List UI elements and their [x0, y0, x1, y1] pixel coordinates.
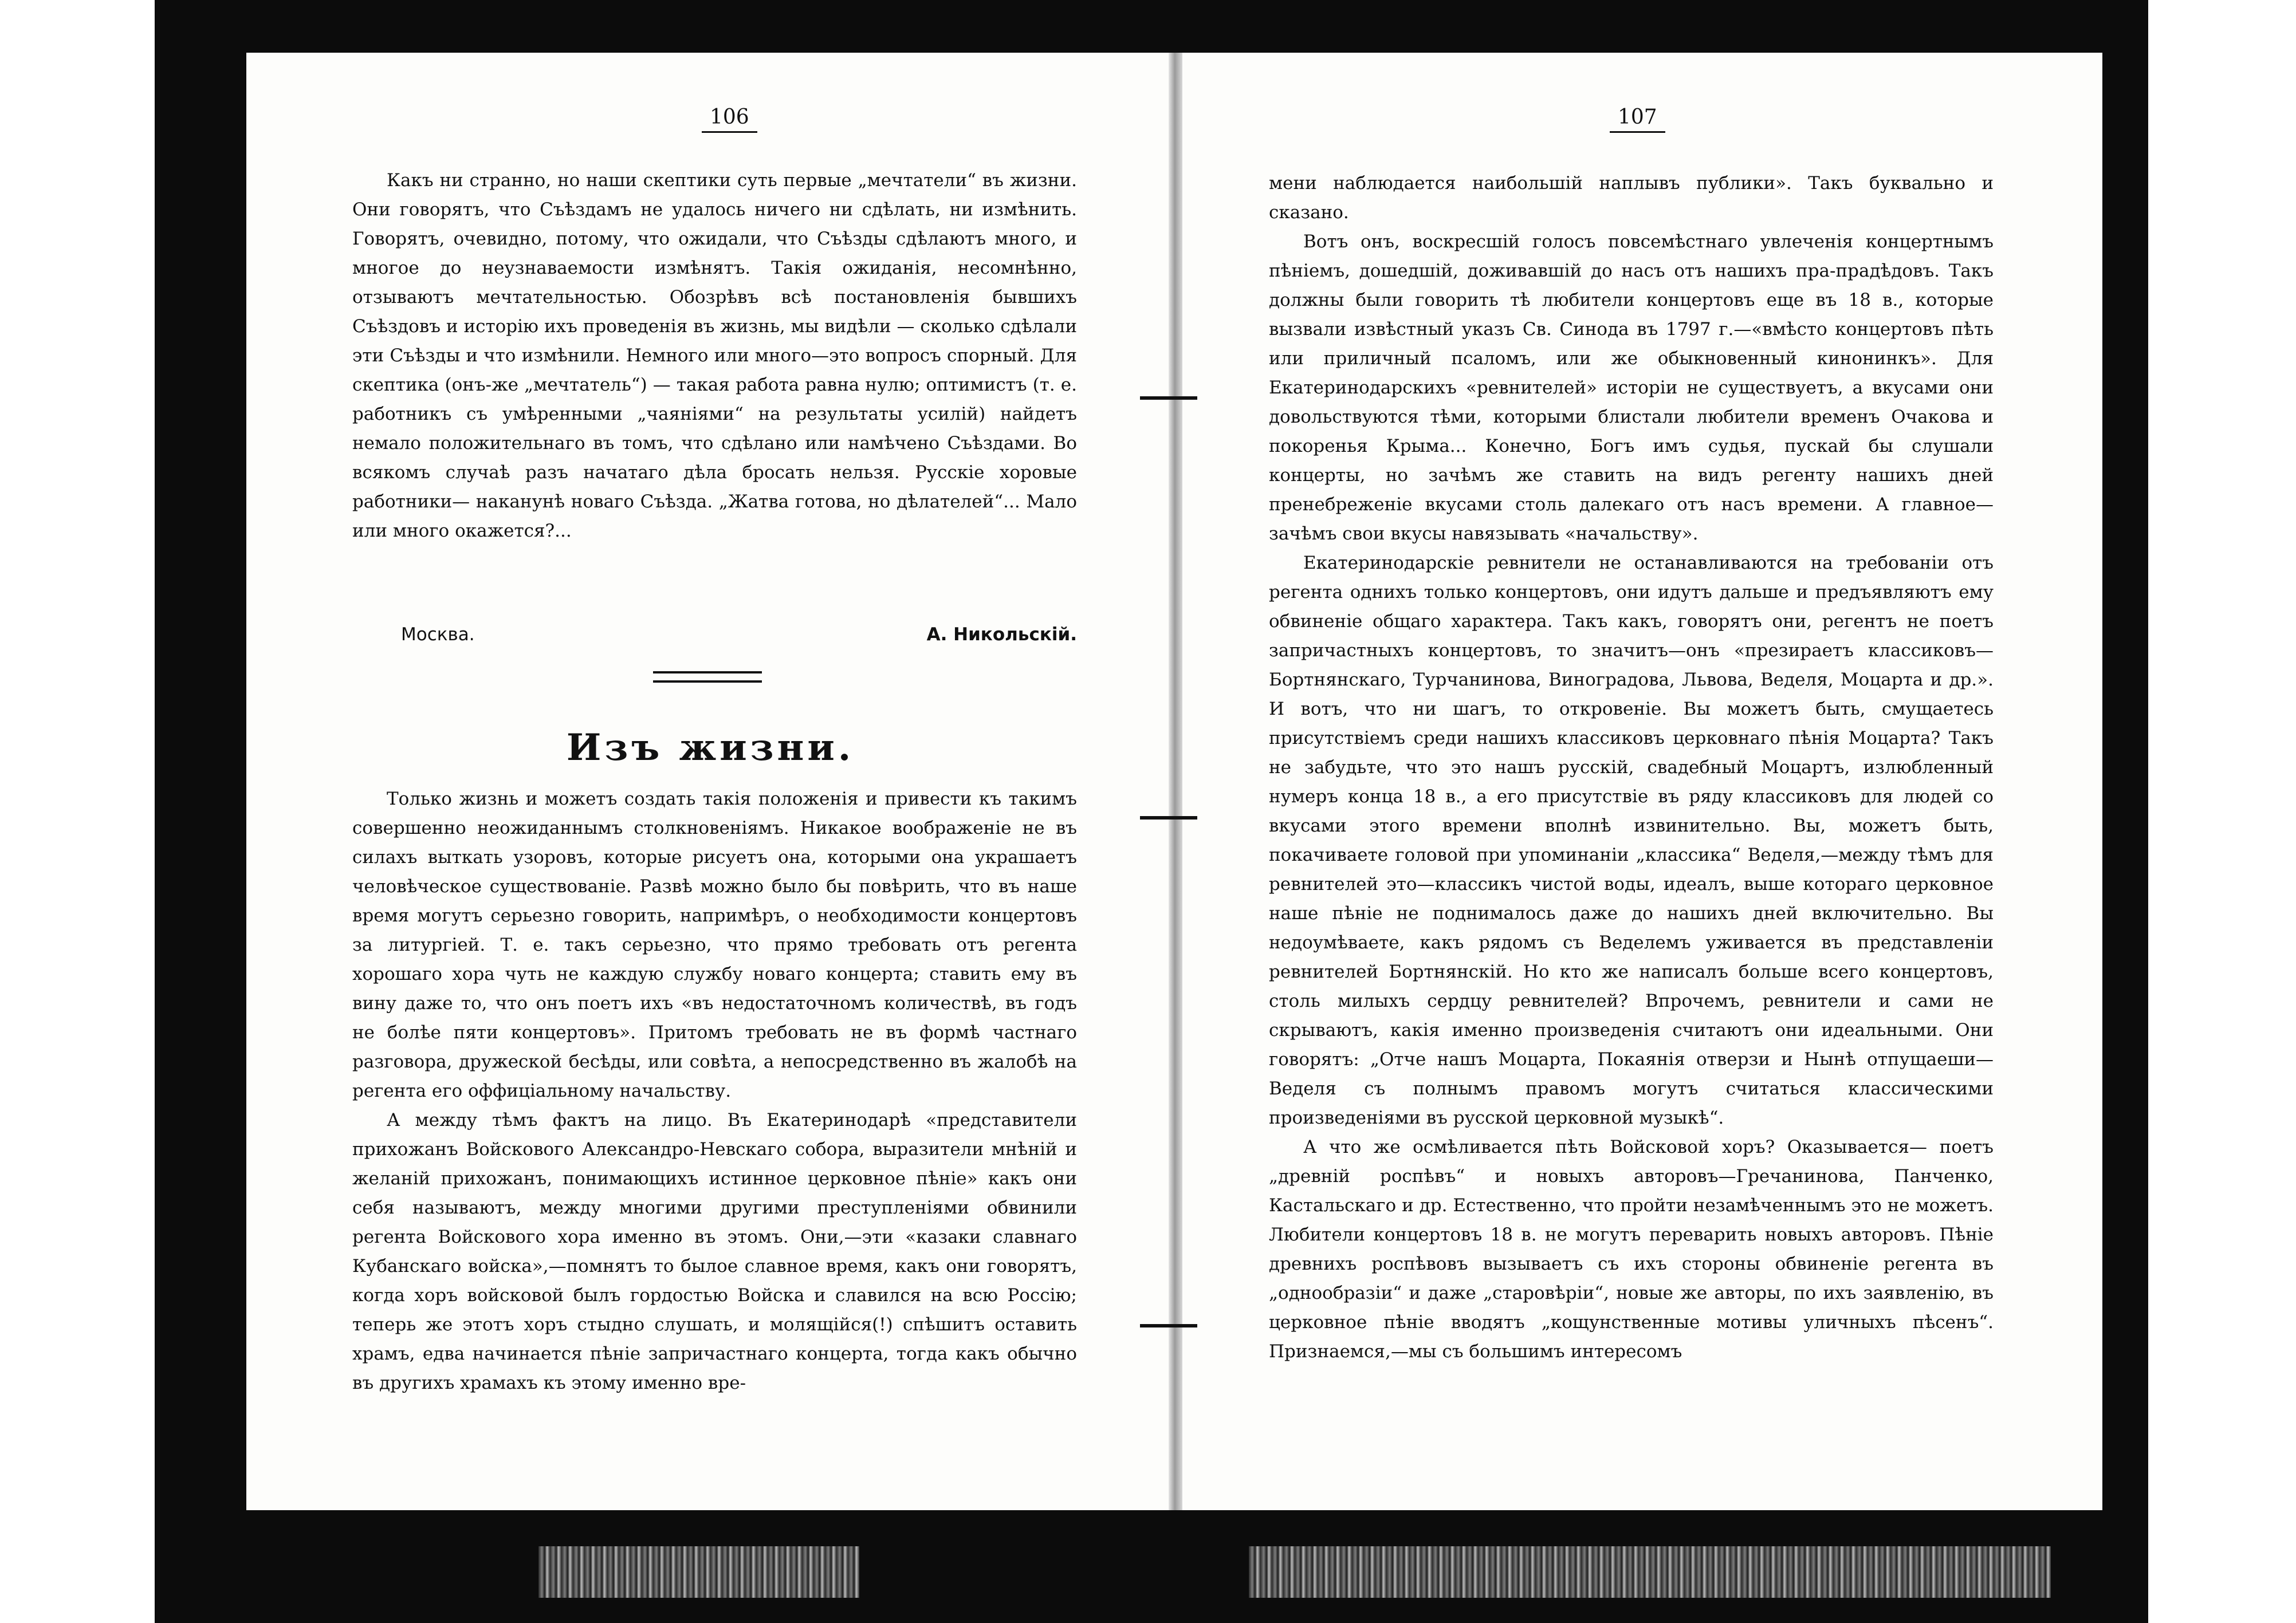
scan-edge-noise — [538, 1546, 859, 1598]
signature-place: Москва. — [401, 624, 475, 645]
paragraph: А между тѣмъ фактъ на лицо. Въ Екатеринодарѣ «представители прихожанъ Войскового Александро-Невскаго собора, выразители мнѣній и желаній прихожанъ, понимающихъ истинное церковное пѣніе» какъ они себя называютъ, между многими другими преступленіями обвинили регента Войскового хора именно въ этомъ. Они,—эти «казаки славнаго Кубанскаго войска»,—помнятъ то былое славное время, какъ они говорятъ, когда хоръ войсковой былъ гордостью Войска и славился на всю Россію; теперь же этотъ хоръ стыдно слушать, и молящійся(!) спѣшитъ оставить храмъ, едва начинается пѣніе запричастнаго концерта, тогда какъ обычно въ другихъ храмахъ къ этому именно вре- — [352, 1110, 1077, 1393]
left-text-block — [352, 166, 1077, 546]
signature-author: А. Никольскій. — [926, 624, 1077, 645]
paragraph: А что же осмѣливается пѣть Войсковой хоръ? Оказывается— поетъ „древній роспѣвъ“ и новыхъ авторовъ—Гречанинова, Панченко, Кастальскаго и др. Естественно, что пройти незамѣченнымъ это не можетъ. Любители концертовъ 18 в. не могутъ переварить новыхъ авторовъ. Пѣніе древнихъ роспѣвовъ вызываетъ съ ихъ стороны обвиненіе регента въ „однообразіи“ и даже „старовѣріи“, новые же авторы, по ихъ заявленію, въ церковное пѣніе вводятъ „кощунственные мотивы уличныхъ пѣсенъ“. Признаемся,—мы съ большимъ интересомъ — [1269, 1137, 1994, 1362]
left-section-text — [352, 785, 1077, 1398]
section-separator — [653, 680, 762, 683]
book-gutter — [1169, 53, 1182, 1510]
section-separator — [653, 671, 762, 673]
paragraph: Вотъ онъ, воскресшій голосъ повсемѣстнаго увлеченія концертнымъ пѣніемъ, дошедшій, доживавшій до насъ отъ нашихъ пра-прадѣдовъ. Такъ должны были говорить тѣ любители концертовъ еще въ 18 в., которые вызвали извѣстный указъ Св. Синода въ 1797 г.—«вмѣсто концертовъ пѣть или приличный псаломъ, или же обыкновенный кинонинкъ». Для Екатеринодарскихъ «ревнителей» исторіи не существуетъ, а вкусами они довольствуются тѣми, которыми блистали любители временъ Очакова и покоренья Крыма... Конечно, Богъ имъ судья, пускай бы слушали концерты, но зачѣмъ же ставить на видъ регенту нашихъ дней пренебреженіе вкусами столь далекаго отъ насъ времени. А главное—зачѣмъ свои вкусы навязывать «начальству». — [1269, 231, 1994, 544]
binding-mark — [1140, 396, 1197, 400]
scan-edge-noise — [1249, 1546, 2051, 1598]
right-text-block — [1269, 169, 1994, 1366]
paragraph: Только жизнь и можетъ создать такія положенія и привести къ такимъ совершенно неожиданнымъ столкновеніямъ. Никакое воображеніе не въ силахъ выткать узоровъ, которые рисуетъ она, которыми она украшаетъ человѣческое существованіе. Развѣ можно было бы повѣрить, что въ наше время могутъ серьезно говорить, напримѣръ, о необходимости концертовъ за литургіей. Т. е. такъ серьезно, что прямо требовать отъ регента хорошаго хора чуть не каждую службу новаго концерта; ставить ему въ вину даже то, что онъ поетъ ихъ «въ недостаточномъ количествѣ, въ годъ не болѣе пяти концертовъ». Притомъ требовать не въ формѣ частнаго разговора, дружеской бесѣды, или совѣта, а непосредственно въ жалобѣ на регента его оффиціальному начальству. — [352, 789, 1077, 1101]
article-signature — [401, 624, 1077, 659]
paragraph: Екатеринодарскіе ревнители не останавливаются на требованіи отъ регента однихъ только концертовъ, они идутъ дальше и предъявляютъ ему обвиненіе общаго характера. Такъ какъ, говорятъ они, регентъ не поетъ запричастныхъ концертовъ, то значитъ—онъ «презираетъ классиковъ—Бортнянскаго, Турчанинова, Виноградова, Львова, Веделя, Моцарта и др.». И вотъ, что ни шагъ, то откровеніе. Вы можетъ быть, смущаетесь присутствіемъ среди нашихъ классиковъ церковнаго пѣнія Моцарта? Такъ не забудьте, что это нашъ русскій, свадебный Моцартъ, излюбленный нумеръ конца 18 в., а его присутствіе въ ряду классиковъ для людей со вкусами этого времени вполнѣ извинительно. Вы, можетъ быть, покачиваете головой при упоминаніи „классика“ Веделя,—между тѣмъ для ревнителей это—классикъ чистой воды, идеалъ, выше котораго церковное наше пѣніе не поднималось даже до нашихъ дней включительно. Вы недоумѣваете, какъ рядомъ съ Веделемъ уживается въ представленіи ревнителей Бортнянскій. Но кто же написалъ больше всего концертовъ, столь милыхъ сердцу ревнителей? Впрочемъ, ревнители и сами не скрываютъ, какія именно произведенія считаютъ они идеальными. Они говорятъ: „Отче нашъ Моцарта, Покаянія отверзи и Нынѣ отпущаеши—Веделя съ полнымъ правомъ могутъ считаться классическими произведеніями въ русской церковной музыкѣ“. — [1269, 553, 1994, 1128]
binding-mark — [1140, 1324, 1197, 1327]
left-page-number: 106 — [702, 106, 757, 133]
paragraph: Какъ ни странно, но наши скептики суть первые „мечтатели“ въ жизни. Они говорятъ, что Съѣздамъ не удалось ничего ни сдѣлать, ни измѣнить. Говорятъ, очевидно, потому, что ожидали, что Съѣзды сдѣлаютъ много, и многое до неузнаваемости измѣнятъ. Такія ожиданія, несомнѣнно, отзываютъ мечтательностью. Обозрѣвъ всѣ постановленія бывшихъ Съѣздовъ и исторію ихъ проведенія въ жизнь, мы видѣли — сколько сдѣлали эти Съѣзды и что измѣнили. Немного или много—это вопросъ спорный. Для скептика (онъ-же „мечтатель“) — такая работа равна нулю; оптимистъ (т. е. работникъ съ умѣренными „чаяніями“ на результаты усилій) найдетъ немало положительнаго въ томъ, что сдѣлано или намѣчено Съѣздами. Во всякомъ случаѣ разъ начатаго дѣла бросать нельзя. Русскіе хоровые работники— наканунѣ новаго Съѣзда. „Жатва готова, но дѣлателей“... Мало или много окажется?... — [352, 170, 1077, 541]
section-heading: Изъ жизни. — [566, 726, 855, 769]
binding-mark — [1140, 816, 1197, 820]
paragraph: мени наблюдается наибольшій наплывъ публики». Такъ буквально и сказано. — [1269, 173, 1994, 223]
right-page-number: 107 — [1610, 106, 1665, 133]
